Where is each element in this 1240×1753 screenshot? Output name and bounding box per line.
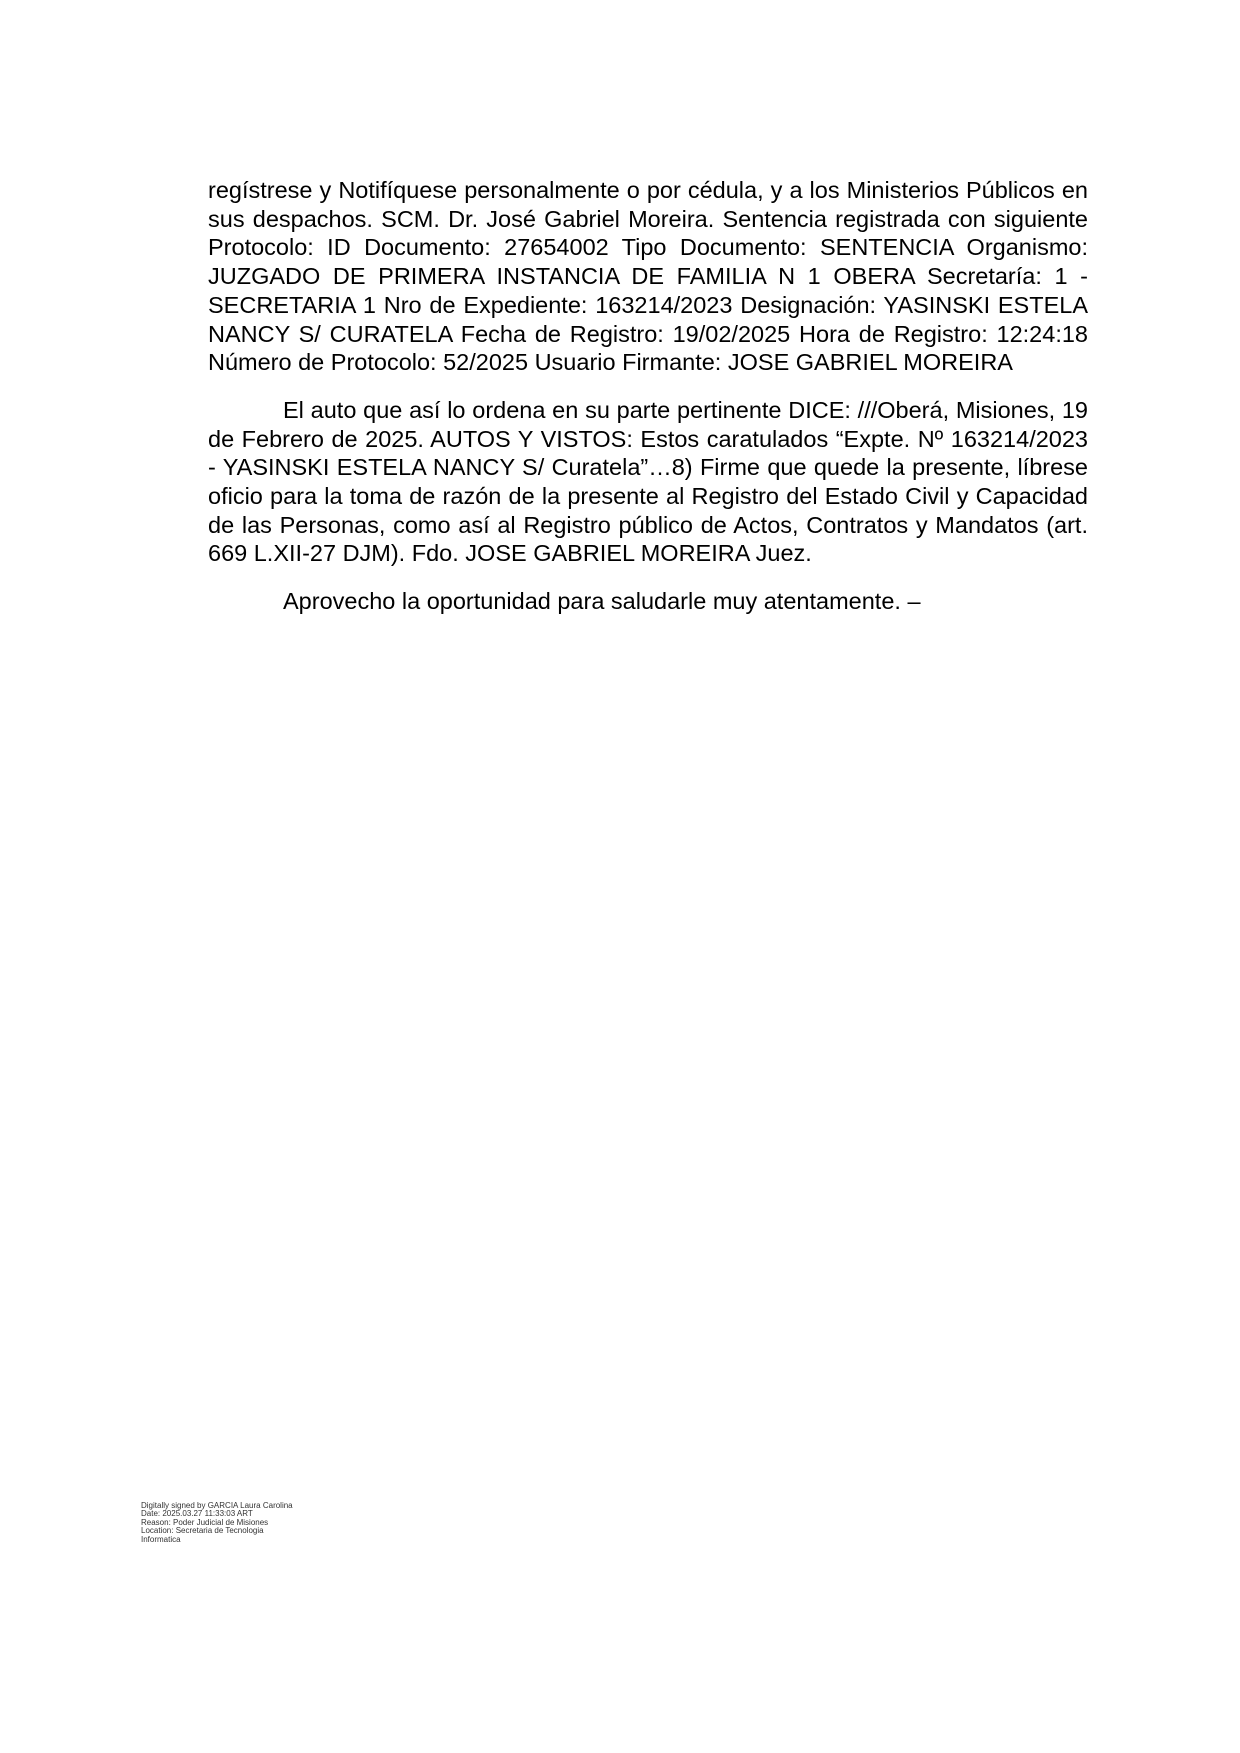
signature-date: Date: 2025.03.27 11:33:03 ART bbox=[141, 1509, 253, 1519]
paragraph-closing: Aprovecho la oportunidad para saludarle muy atentamente. – bbox=[283, 588, 921, 615]
paragraph-court-order: El auto que así lo ordena en su parte pertinente DICE: ///Oberá, Misiones, 19 de Febrero de 2025. AUTOS Y VISTOS: Estos caratulados “Expte. Nº 163214/2023 - YASINSKI ESTELA NANCY S/ Curatela”…8) Firme que quede la presente, líbrese oficio para la toma de razón de la presente al Registro del Estado Civil y Capacidad de las Personas, como así al Registro público de Actos, Contratos y Mandatos (art. 669 L.XII-27 DJM). Fdo. JOSE GABRIEL MOREIRA Juez. bbox=[208, 396, 1088, 567]
digital-signature-block bbox=[141, 1502, 401, 1544]
paragraph-sentence-registration: regístrese y Notifíquese personalmente o por cédula, y a los Ministerios Públicos en sus despachos. SCM. Dr. José Gabriel Moreira. Sentencia registrada con siguiente Protocolo: ID Documento: 27654002 Tipo Documento: SENTENCIA Organismo: JUZGADO DE PRIMERA INSTANCIA DE FAMILIA N 1 OBERA Secretaría: 1 - SECRETARIA 1 Nro de Expediente: 163214/2023 Designación: YASINSKI ESTELA NANCY S/ CURATELA Fecha de Registro: 19/02/2025 Hora de Registro: 12:24:18 Número de Protocolo: 52/2025 Usuario Firmante: JOSE GABRIEL MOREIRA bbox=[208, 177, 1088, 376]
signature-reason: Reason: Poder Judicial de Misiones bbox=[141, 1517, 269, 1527]
signature-location: Location: Secretaria de Tecnologia bbox=[141, 1526, 264, 1536]
signature-location-continued: Informatica bbox=[141, 1534, 181, 1544]
document-body bbox=[208, 176, 1088, 616]
signature-signed-by: Digitally signed by GARCIA Laura Carolina bbox=[141, 1501, 293, 1510]
